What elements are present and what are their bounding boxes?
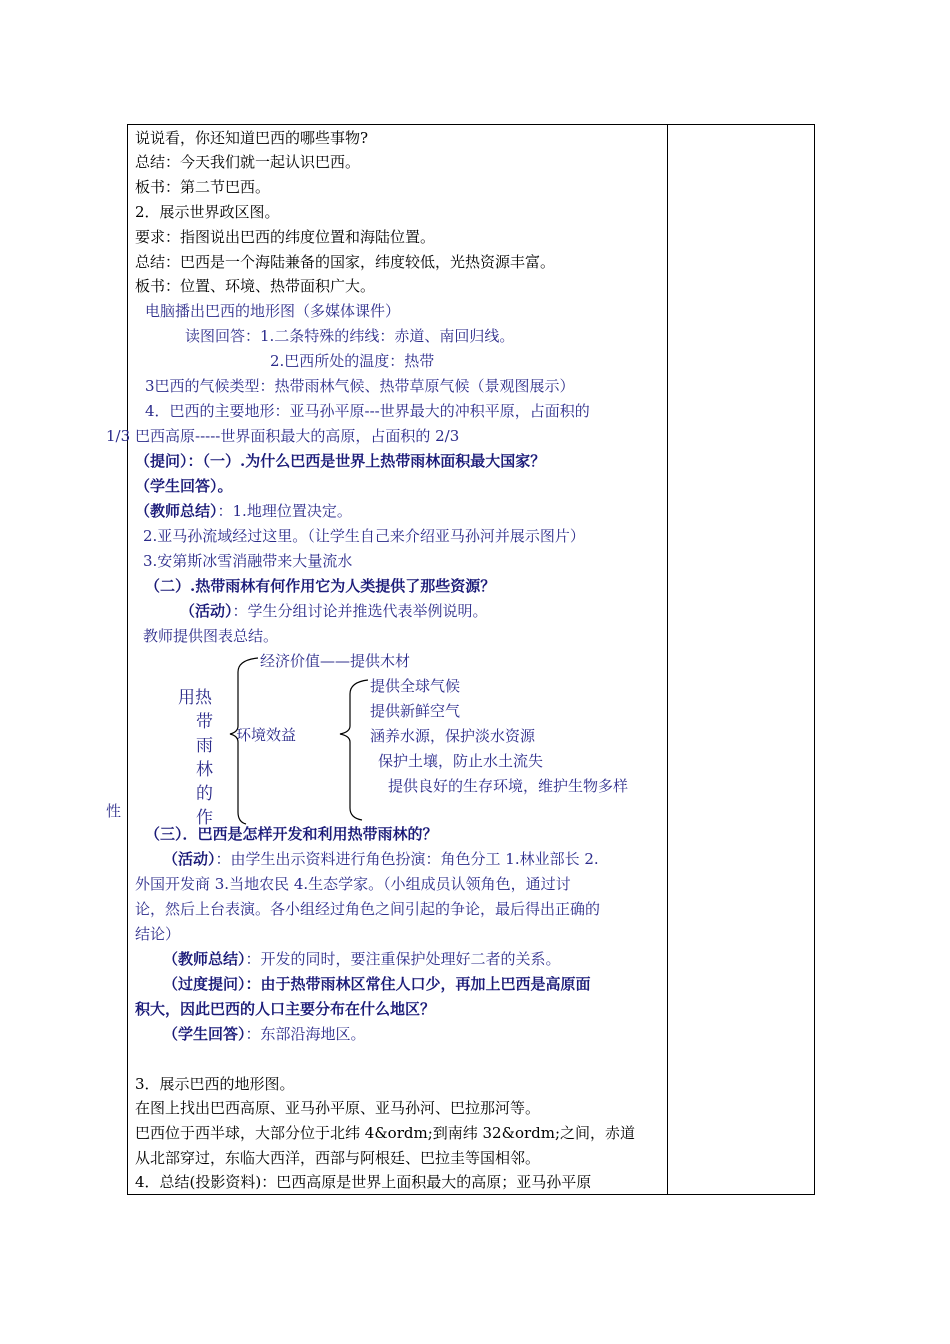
text-line: 从北部穿过，东临大西洋，西部与阿根廷、巴拉圭等国相邻。	[135, 1149, 541, 1167]
diagram-root-char: 的	[196, 784, 213, 804]
text-line: 2.巴西所处的温度：热带	[270, 352, 435, 370]
diagram-environment: 环境效益	[236, 726, 297, 744]
text-line: 4．巴西的主要地形：亚马孙平原---世界最大的冲积平原，占面积的	[145, 402, 590, 420]
diagram-economic: 经济价值——提供木材	[260, 652, 411, 670]
diagram-env-item: 涵养水源，保护淡水资源	[370, 727, 536, 745]
text-line: 总结：巴西是一个海陆兼备的国家，纬度较低，光热资源丰富。	[135, 253, 556, 271]
text-line: （活动）：学生分组讨论并推选代表举例说明。	[180, 602, 488, 620]
text-line: 3．展示巴西的地形图。	[135, 1075, 295, 1093]
diagram-root-char: 用热	[178, 688, 212, 708]
text-line: （活动）：由学生出示资料进行角色扮演：角色分工 1.林业部长 2.	[163, 850, 599, 868]
question-heading: （过度提问）：由于热带雨林区常住人口少，再加上巴西是高原面	[163, 975, 591, 993]
question-heading: （三）．巴西是怎样开发和利用热带雨林的？	[145, 825, 438, 843]
text-line: 板书：位置、环境、热带面积广大。	[135, 277, 376, 295]
text-line: 结论）	[135, 925, 181, 943]
text-line: 巴西位于西半球，大部分位于北纬 4&ordm;到南纬 32&ordm;之间，赤道	[135, 1124, 636, 1142]
diagram-env-item: 提供良好的生存环境，维护生物多样	[388, 777, 629, 795]
text-line: （教师总结）：1.地理位置决定。	[135, 502, 352, 520]
text-line: 2．展示世界政区图。	[135, 203, 280, 221]
diagram-root-char: 带	[196, 712, 213, 732]
question-heading: 积大，因此巴西的人口主要分布在什么地区？	[135, 1000, 436, 1018]
text-line: 2.亚马孙流域经过这里。（让学生自己来介绍亚马孙河并展示图片）	[143, 527, 585, 545]
text-line: 4．总结(投影资料)：巴西高原是世界上面积最大的高原；亚马孙平原	[135, 1173, 592, 1191]
text-line: 巴西高原-----世界面积最大的高原，占面积的 2/3	[135, 427, 460, 445]
text-line: 在图上找出巴西高原、亚马孙平原、亚马孙河、巴拉那河等。	[135, 1099, 541, 1117]
diagram-env-item: 提供全球气候	[370, 677, 461, 695]
text-line: 论，然后上台表演。各小组经过角色之间引起的争论，最后得出正确的	[135, 900, 601, 918]
text-line: 板书：第二节巴西。	[135, 178, 271, 196]
question-heading: （提问）：（一）.为什么巴西是世界上热带雨林面积最大国家？	[135, 452, 546, 470]
text-line: （学生回答）：东部沿海地区。	[163, 1025, 366, 1043]
text-line: 教师提供图表总结。	[143, 627, 279, 645]
text-line: 3.安第斯冰雪消融带来大量流水	[143, 552, 353, 570]
question-heading: （二）.热带雨林有何作用它为人类提供了那些资源？	[145, 577, 496, 595]
text-line: 总结：今天我们就一起认识巴西。	[135, 153, 361, 171]
text-line: 说说看，你还知道巴西的哪些事物?	[135, 129, 369, 147]
diagram-env-item: 保护土壤，防止水土流失	[378, 752, 544, 770]
text-line: 要求：指图说出巴西的纬度位置和海陆位置。	[135, 228, 436, 246]
diagram-root-tail: 性	[106, 802, 122, 820]
text-line-prefix: 1/3	[106, 427, 131, 445]
diagram-env-item: 提供新鲜空气	[370, 702, 461, 720]
text-line: 外国开发商 3.当地农民 4.生态学家。（小组成员认领角色，通过讨	[135, 875, 571, 893]
diagram-root-char: 林	[196, 760, 213, 780]
text-line: （教师总结）：开发的同时，要注重保护处理好二者的关系。	[163, 950, 561, 968]
text-line: 读图回答：1.二条特殊的纬线：赤道、南回归线。	[185, 327, 515, 345]
text-line: （学生回答）。	[135, 477, 233, 495]
diagram-root-char: 雨	[196, 736, 213, 756]
text-line: 3巴西的气候类型：热带雨林气候、热带草原气候（景观图展示）	[145, 377, 575, 395]
diagram-root-char: 作	[196, 808, 213, 828]
text-line: 电脑播出巴西的地形图（多媒体课件）	[145, 302, 401, 320]
